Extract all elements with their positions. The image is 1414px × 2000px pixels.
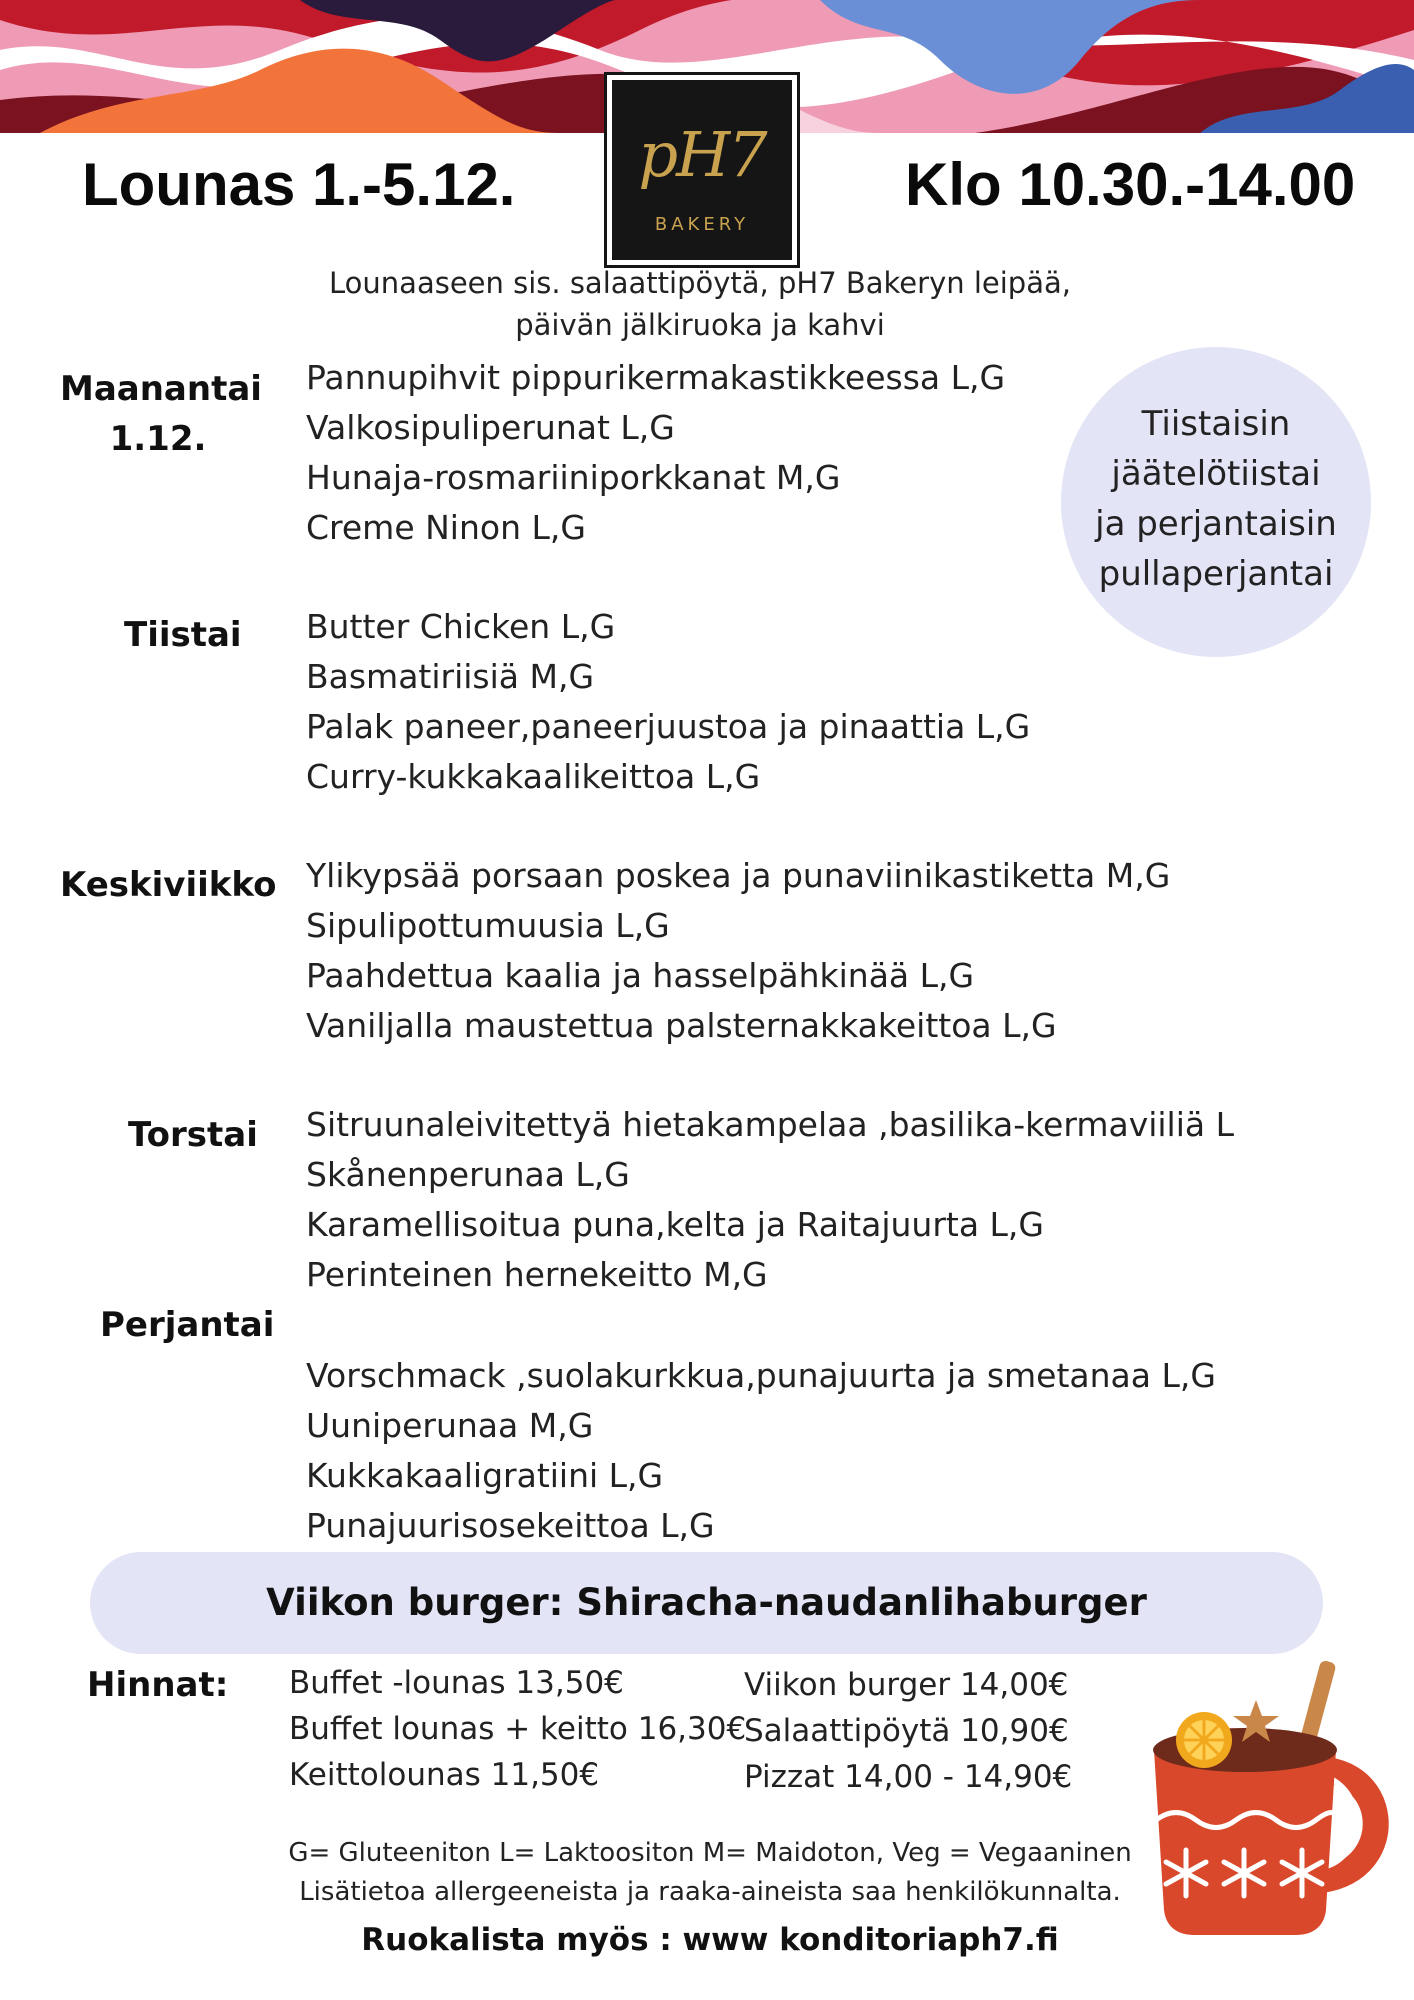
menu-item: Valkosipuliperunat L,G xyxy=(306,408,675,447)
footer-website: Ruokalista myös : www konditoriaph7.fi xyxy=(361,1922,1059,1958)
day-label-tuesday: Tiistai xyxy=(124,615,242,655)
menu-item: Pannupihvit pippurikermakastikkeessa L,G xyxy=(306,358,1006,397)
price-item: Pizzat 14,00 - 14,90€ xyxy=(744,1759,1073,1795)
menu-item: Perinteinen hernekeitto M,G xyxy=(306,1255,768,1294)
day-name: Maanantai xyxy=(60,369,262,409)
promo-line: ja perjantaisin xyxy=(1095,504,1337,544)
menu-friday xyxy=(306,1351,1216,1551)
price-item: Keittolounas 11,50€ xyxy=(289,1757,600,1793)
lunch-hours-title: Klo 10.30.-14.00 xyxy=(905,151,1356,218)
menu-item: Uuniperunaa M,G xyxy=(306,1406,594,1445)
menu-item: Sitruunaleivitettyä hietakampelaa ,basilika-kermaviiliä L xyxy=(306,1105,1234,1144)
menu-item: Vorschmack ,suolakurkkua,punajuurta ja smetanaa L,G xyxy=(306,1356,1216,1395)
menu-item: Creme Ninon L,G xyxy=(306,508,586,547)
menu-item: Skånenperunaa L,G xyxy=(306,1155,630,1194)
price-item: Salaattipöytä 10,90€ xyxy=(744,1713,1069,1749)
menu-thursday xyxy=(306,1100,1234,1300)
menu-item: Butter Chicken L,G xyxy=(306,607,616,646)
menu-wednesday xyxy=(306,851,1170,1051)
menu-item: Sipulipottumuusia L,G xyxy=(306,906,670,945)
menu-item: Paahdettua kaalia ja hasselpähkinää L,G xyxy=(306,956,975,995)
day-date: 1.12. xyxy=(109,419,207,459)
price-item: Buffet lounas + keitto 16,30€ xyxy=(289,1711,747,1747)
menu-monday xyxy=(306,353,1005,553)
day-label-friday: Perjantai xyxy=(100,1305,275,1345)
promo-line: Tiistaisin xyxy=(1141,404,1291,444)
menu-item: Karamellisoitua puna,kelta ja Raitajuurta L,G xyxy=(306,1205,1044,1244)
menu-item: Punajuurisosekeittoa L,G xyxy=(306,1506,715,1545)
menu-item: Hunaja-rosmariiniporkkanat M,G xyxy=(306,458,841,497)
intro-line-2: päivän jälkiruoka ja kahvi xyxy=(515,308,885,342)
lunch-week-title: Lounas 1.-5.12. xyxy=(82,151,516,218)
allergen-info: Lisätietoa allergeeneista ja raaka-aineista saa henkilökunnalta. xyxy=(299,1877,1121,1907)
day-label-wednesday: Keskiviikko xyxy=(60,865,277,905)
prices-label: Hinnat: xyxy=(87,1665,229,1705)
menu-item: Basmatiriisiä M,G xyxy=(306,657,595,696)
mulled-wine-mug-icon xyxy=(1146,1660,1406,1940)
day-label-monday xyxy=(60,364,262,464)
promo-bubble xyxy=(1061,347,1371,657)
menu-item: Curry-kukkakaalikeittoa L,G xyxy=(306,757,761,796)
promo-line: jäätelötiistai xyxy=(1111,454,1321,494)
prices-left-column xyxy=(289,1660,746,1798)
price-item: Viikon burger 14,00€ xyxy=(744,1667,1069,1703)
logo-mark: pH7 xyxy=(638,118,766,191)
menu-item: Vaniljalla maustettua palsternakkakeittoa L,G xyxy=(306,1006,1057,1045)
price-item: Buffet -lounas 13,50€ xyxy=(289,1665,624,1701)
menu-item: Ylikypsää porsaan poskea ja punaviinikastiketta M,G xyxy=(306,856,1171,895)
weekly-burger-banner: Viikon burger: Shiracha-naudanlihaburger xyxy=(90,1552,1323,1654)
ph7-bakery-logo xyxy=(607,75,797,265)
logo-subtitle: BAKERY xyxy=(654,214,750,235)
menu-item: Palak paneer,paneerjuustoa ja pinaattia L,G xyxy=(306,707,1031,746)
prices-right-column xyxy=(744,1662,1072,1800)
day-label-thursday: Torstai xyxy=(128,1115,258,1155)
allergen-legend: G= Gluteeniton L= Laktoositon M= Maidoton, Veg = Vegaaninen xyxy=(288,1838,1132,1868)
menu-tuesday xyxy=(306,602,1030,802)
promo-line: pullaperjantai xyxy=(1098,554,1334,594)
menu-item: Kukkakaaligratiini L,G xyxy=(306,1456,664,1495)
intro-line-1: Lounaaseen sis. salaattipöytä, pH7 Bakeryn leipää, xyxy=(329,266,1071,300)
